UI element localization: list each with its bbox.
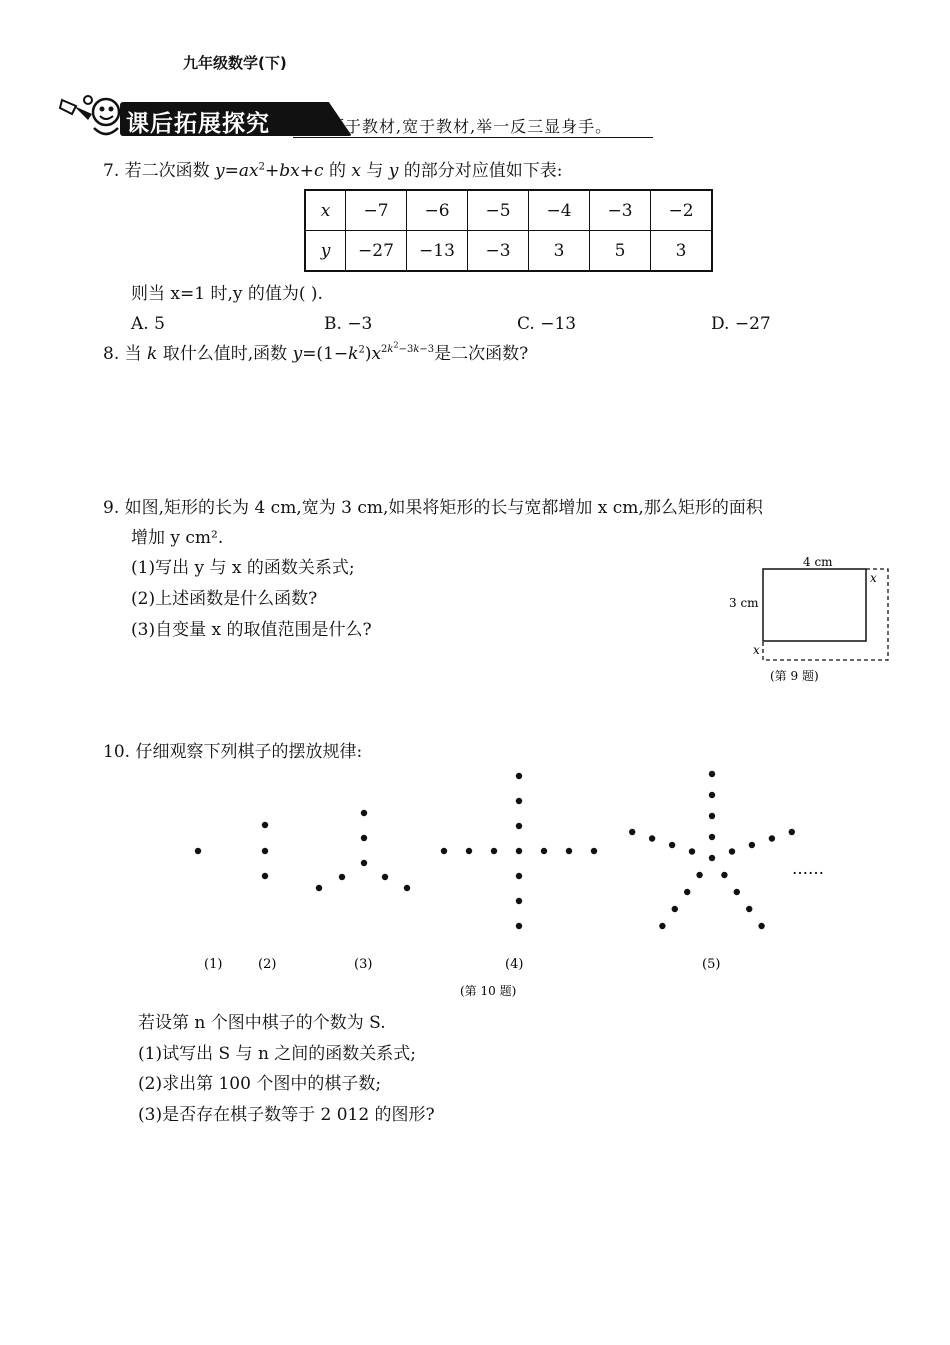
dot-group <box>195 771 795 929</box>
q7-stem-b: 的 <box>328 161 346 181</box>
ellipsis: …… <box>792 859 824 878</box>
figure-caption: (第 9 题) <box>770 669 819 682</box>
option-label: B. <box>324 314 342 334</box>
table-cell: 3 <box>651 231 713 272</box>
banner-title: 课后拓展探究 <box>126 111 270 137</box>
chess-piece-dot <box>404 885 410 891</box>
q8-text-b: 取什么值时,函数 <box>162 344 288 364</box>
chess-piece-dot <box>316 885 322 891</box>
option-label: C. <box>517 314 535 334</box>
q9-line1 <box>103 497 763 519</box>
q7-stem-c: 与 <box>366 161 384 181</box>
table-cell: −7 <box>346 190 407 231</box>
q10-part-1: (1)试写出 S 与 n 之间的函数关系式; <box>138 1044 417 1064</box>
chess-piece-dot <box>734 889 740 895</box>
q10-stem-text: 仔细观察下列棋子的摆放规律: <box>135 742 363 762</box>
x-label-right: x <box>870 571 877 585</box>
chess-piece-dot <box>749 842 755 848</box>
q7-stem: 7. 若二次函数 $y=ax^2+bx+c$ 的 x 与 y 的部分对应值如下表: <box>103 161 563 181</box>
figure-label-4: (4) <box>505 957 524 972</box>
table-cell: −4 <box>529 190 590 231</box>
q9-line1-text: 如图,矩形的长为 4 cm,宽为 3 cm,如果将矩形的长与宽都增加 x cm,那么矩形的面积 <box>124 498 763 518</box>
q8-number: 8. <box>103 344 120 364</box>
option-value: −3 <box>347 314 373 334</box>
q10-part-2: (2)求出第 100 个图中的棋子数; <box>138 1074 382 1094</box>
table-cell: −3 <box>590 190 651 231</box>
chess-piece-dot <box>789 829 795 835</box>
option-value: −27 <box>734 314 771 334</box>
chess-piece-dot <box>696 872 702 878</box>
chess-piece-dot <box>709 792 715 798</box>
original-rectangle <box>763 569 866 641</box>
figure-label-3: (3) <box>354 957 373 972</box>
q10-intro: 若设第 n 个图中棋子的个数为 S. <box>138 1013 386 1033</box>
q9-line2: 增加 y cm². <box>131 528 224 548</box>
length-label: 4 cm <box>803 555 833 569</box>
chess-piece-dot <box>566 848 572 854</box>
q9-rectangle-figure <box>728 552 898 682</box>
chess-piece-dot <box>262 822 268 828</box>
chess-piece-dot <box>516 823 522 829</box>
chess-piece-dot <box>361 835 367 841</box>
q7-value-table <box>304 189 713 272</box>
chess-piece-dot <box>709 771 715 777</box>
chess-piece-dot <box>684 889 690 895</box>
chess-piece-dot <box>629 829 635 835</box>
table-cell: −5 <box>468 190 529 231</box>
option-label: D. <box>711 314 730 334</box>
mascot-icon <box>58 92 128 142</box>
q7-option-d <box>711 313 771 335</box>
table-cell: −2 <box>651 190 713 231</box>
table-row <box>305 190 712 231</box>
q7-option-c <box>517 313 576 335</box>
page-header-title: 九年级数学(下) <box>183 54 287 72</box>
chess-piece-dot <box>709 834 715 840</box>
chess-piece-dot <box>441 848 447 854</box>
q7-stem-d: 的部分对应值如下表: <box>403 161 563 181</box>
chess-piece-dot <box>672 906 678 912</box>
chess-piece-dot <box>361 860 367 866</box>
table-row <box>305 231 712 272</box>
chess-piece-dot <box>262 848 268 854</box>
section-banner <box>58 92 658 142</box>
q7-question: 则当 x=1 时,y 的值为( ). <box>131 284 323 304</box>
chess-piece-dot <box>659 923 665 929</box>
chess-piece-dot <box>516 848 522 854</box>
chess-piece-dot <box>516 898 522 904</box>
chess-piece-dot <box>649 835 655 841</box>
chess-piece-dot <box>721 872 727 878</box>
q7-option-b <box>324 313 372 335</box>
option-value: −13 <box>540 314 577 334</box>
option-label: A. <box>131 314 149 334</box>
table-cell-y-label: y <box>305 231 346 272</box>
chess-piece-dot <box>709 855 715 861</box>
q9-part-2: (2)上述函数是什么函数? <box>131 589 318 609</box>
q8-text-a: 当 <box>124 344 142 364</box>
q8-stem: 8. 当 k 取什么值时,函数 $y=(1-k^2)x^{2k^2-3k-3}$是二次函数? <box>103 341 529 364</box>
chess-piece-dot <box>541 848 547 854</box>
banner-slogan: 源于教材,宽于教材,举一反三显身手。 <box>328 117 613 136</box>
width-label: 3 cm <box>729 596 759 610</box>
table-cell: 3 <box>529 231 590 272</box>
chess-piece-dot <box>466 848 472 854</box>
chess-piece-dot <box>339 874 345 880</box>
chess-piece-dot <box>491 848 497 854</box>
figure-label-2: (2) <box>258 957 277 972</box>
q10-part-3: (3)是否存在棋子数等于 2 012 的图形? <box>138 1105 435 1125</box>
q9-number: 9. <box>103 498 120 518</box>
banner-underline <box>293 137 653 138</box>
q10-stem <box>103 741 362 763</box>
chess-piece-dot <box>262 873 268 879</box>
chess-piece-dot <box>382 874 388 880</box>
table-cell: −6 <box>407 190 468 231</box>
chess-piece-dot <box>729 848 735 854</box>
chess-piece-dot <box>516 773 522 779</box>
option-value: 5 <box>154 314 165 334</box>
chess-piece-dot <box>709 813 715 819</box>
q7-number: 7. <box>103 161 120 181</box>
q9-part-3: (3)自变量 x 的取值范围是什么? <box>131 620 372 640</box>
chess-piece-dot <box>769 835 775 841</box>
q9-part-1: (1)写出 y 与 x 的函数关系式; <box>131 558 355 578</box>
chess-piece-dot <box>758 923 764 929</box>
table-cell: −13 <box>407 231 468 272</box>
q8-text-c: 是二次函数? <box>434 344 529 364</box>
chess-piece-dot <box>516 798 522 804</box>
q10-number: 10. <box>103 742 131 762</box>
chess-piece-dot <box>689 848 695 854</box>
table-cell: 5 <box>590 231 651 272</box>
figure-caption: (第 10 题) <box>460 984 517 998</box>
figure-label-1: (1) <box>204 957 223 972</box>
chess-piece-dot <box>361 810 367 816</box>
q7-option-a <box>131 313 165 335</box>
chess-piece-dot <box>591 848 597 854</box>
chess-piece-dot <box>746 906 752 912</box>
table-cell-x-label: x <box>305 190 346 231</box>
chess-piece-dot <box>195 848 201 854</box>
chess-piece-dot <box>669 842 675 848</box>
chess-piece-dot <box>516 923 522 929</box>
x-label-bottom: x <box>753 643 760 657</box>
figure-label-5: (5) <box>702 957 721 972</box>
table-cell: −3 <box>468 231 529 272</box>
q7-stem-a: 若二次函数 <box>124 161 216 181</box>
table-cell: −27 <box>346 231 407 272</box>
chess-piece-dot <box>516 873 522 879</box>
q10-dot-pattern-figure <box>180 762 860 1012</box>
